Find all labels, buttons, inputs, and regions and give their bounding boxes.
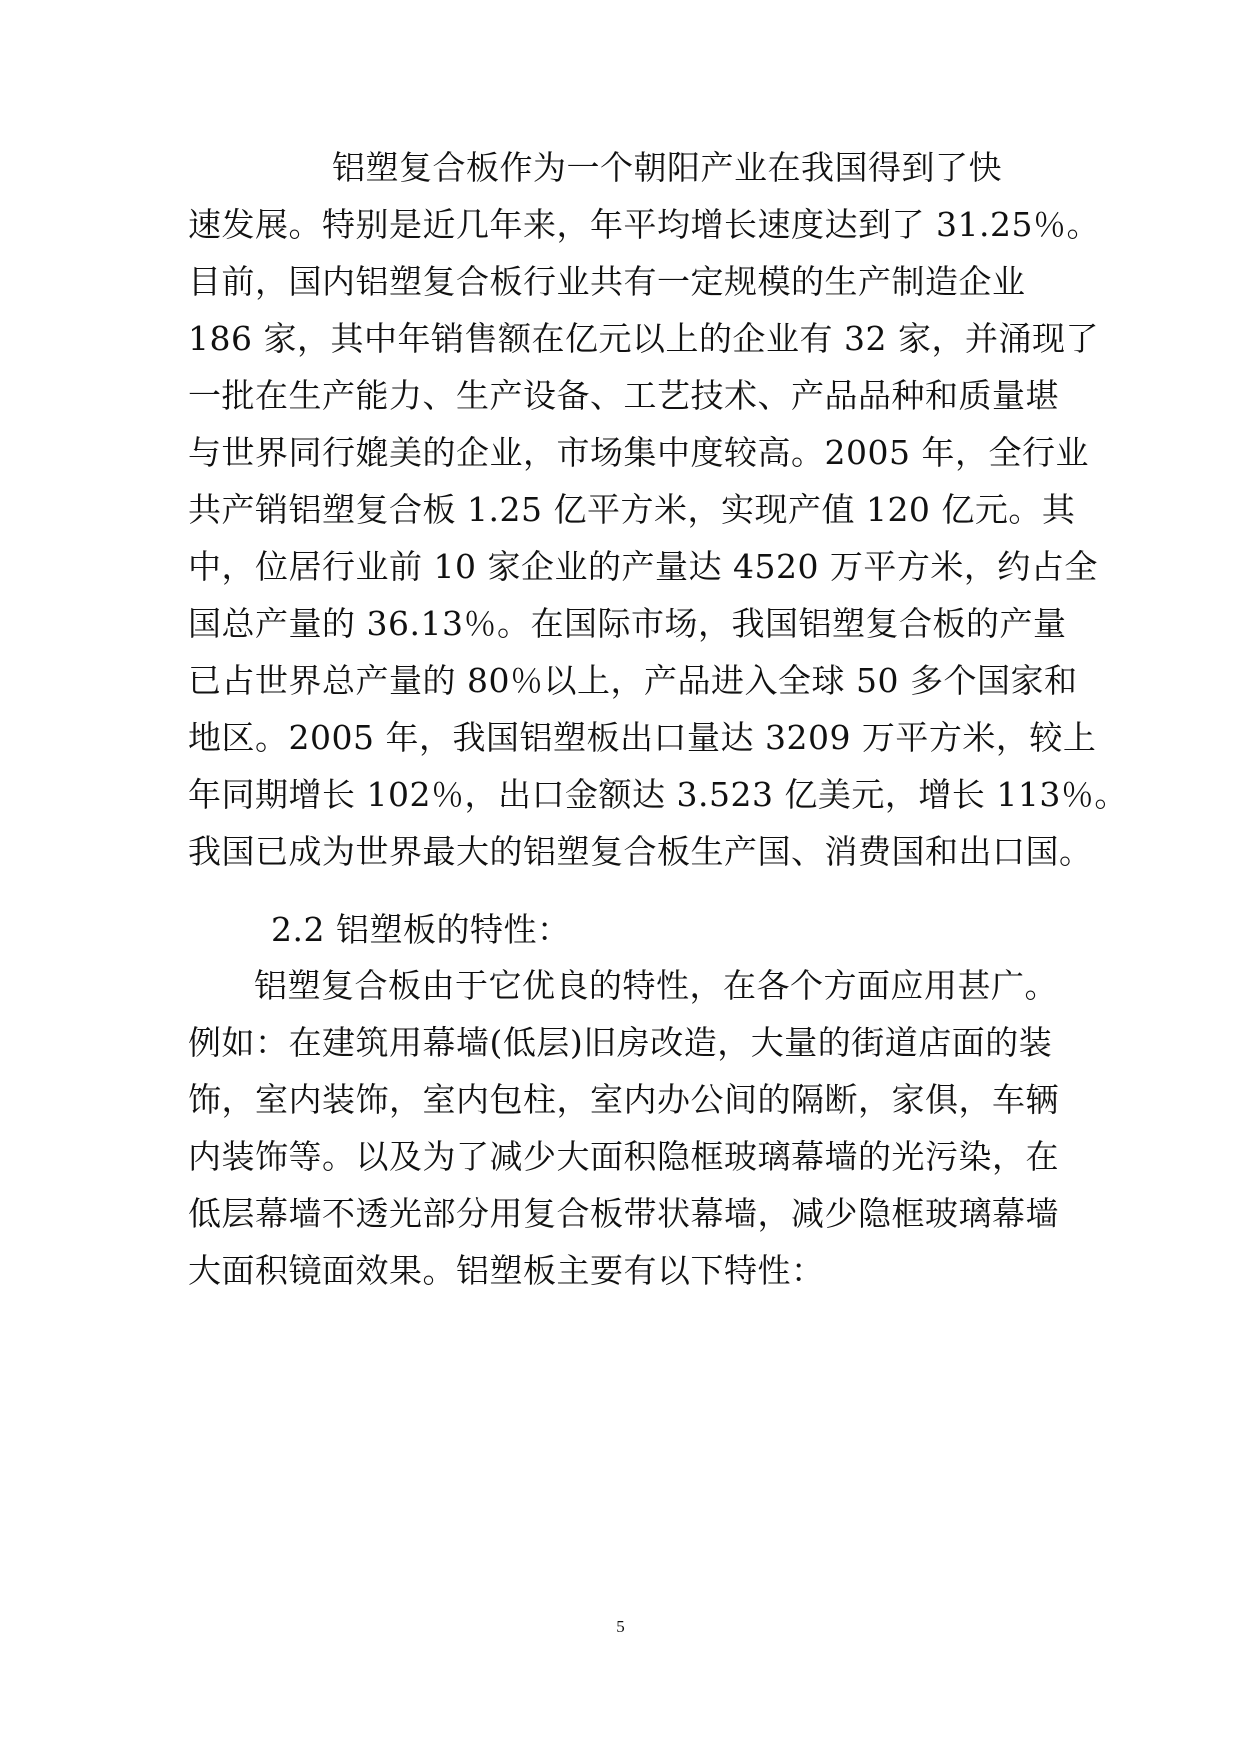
paragraph-1-line-11: 地区。2005 年，我国铝塑板出口量达 3209 万平方米，较上: [188, 718, 1097, 757]
paragraph-1-line-3: 目前，国内铝塑复合板行业共有一定规模的生产制造企业: [188, 262, 1026, 301]
paragraph-1-line-10: 已占世界总产量的 80％以上，产品进入全球 50 多个国家和: [188, 661, 1078, 700]
paragraph-2-line-5: 低层幕墙不透光部分用复合板带状幕墙，减少隐框玻璃幕墙: [188, 1194, 1059, 1233]
section-heading: 2.2 铝塑板的特性：: [271, 910, 571, 949]
paragraph-1-line-4: 186 家，其中年销售额在亿元以上的企业有 32 家，并涌现了: [188, 319, 1099, 358]
paragraph-1-line-7: 共产销铝塑复合板 1.25 亿平方米，实现产值 120 亿元。其: [188, 490, 1076, 529]
paragraph-1-line-2: 速发展。特别是近几年来，年平均增长速度达到了 31.25％。: [188, 205, 1100, 244]
paragraph-1-line-13: 我国已成为世界最大的铝塑复合板生产国、消费国和出口国。: [188, 832, 1093, 871]
paragraph-2-line-1: 铝塑复合板由于它优良的特性，在各个方面应用甚广。: [254, 966, 1058, 1005]
paragraph-2-line-2: 例如：在建筑用幕墙(低层)旧房改造，大量的街道店面的装: [188, 1023, 1053, 1062]
page-number: 5: [616, 1617, 625, 1636]
paragraph-1-line-6: 与世界同行媲美的企业，市场集中度较高。2005 年，全行业: [188, 433, 1089, 472]
paragraph-1-line-1: 铝塑复合板作为一个朝阳产业在我国得到了快: [332, 148, 1002, 187]
paragraph-1-line-12: 年同期增长 102％，出口金额达 3.523 亿美元，增长 113％。: [188, 775, 1128, 814]
paragraph-2-line-3: 饰，室内装饰，室内包柱，室内办公间的隔断，家俱，车辆: [188, 1080, 1059, 1119]
paragraph-1-line-9: 国总产量的 36.13％。在国际市场，我国铝塑复合板的产量: [188, 604, 1067, 643]
paragraph-2-line-6: 大面积镜面效果。铝塑板主要有以下特性：: [188, 1251, 825, 1290]
paragraph-2-line-4: 内装饰等。以及为了减少大面积隐框玻璃幕墙的光污染，在: [188, 1137, 1059, 1176]
paragraph-1-line-5: 一批在生产能力、生产设备、工艺技术、产品品种和质量堪: [188, 376, 1059, 415]
paragraph-1-line-8: 中，位居行业前 10 家企业的产量达 4520 万平方米，约占全: [188, 547, 1098, 586]
